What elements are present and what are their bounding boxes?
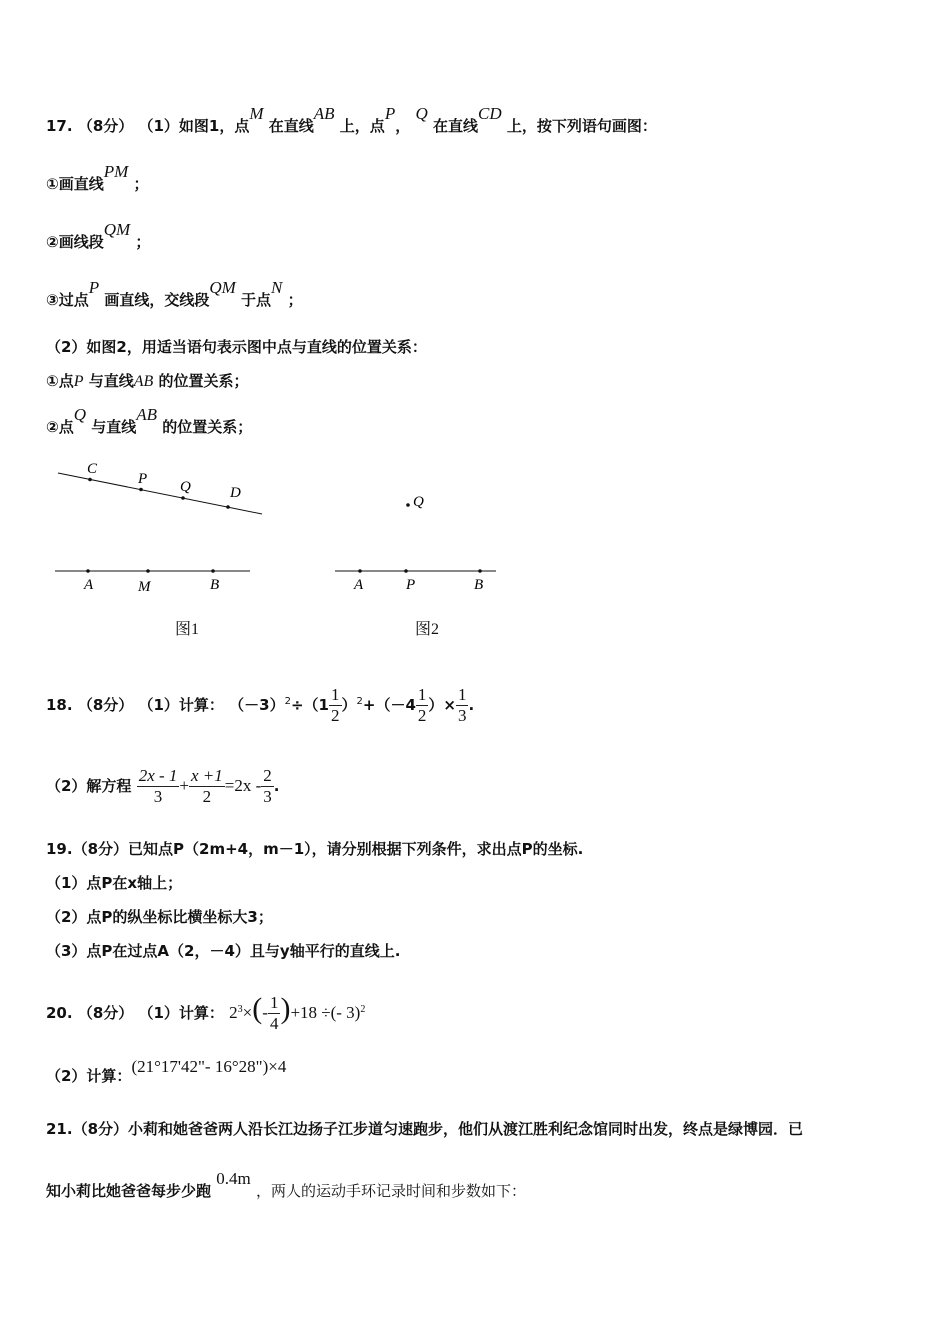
label-d: D: [230, 485, 241, 501]
q19-line: 19.（8分）已知点P（2m+4，m－1），请分别根据下列条件，求出点P的坐标.: [46, 840, 584, 858]
figure-2: [335, 494, 496, 593]
point-p: [139, 488, 143, 492]
q17-step2: ②画线段QM ；: [46, 220, 151, 251]
q19-cond2: （2）点P的纵坐标比横坐标大3；: [46, 908, 273, 926]
point-m: [146, 569, 150, 573]
point-d: [226, 505, 230, 509]
q21-line2: 知小莉比她爸爸每步少跑 0.4m ，两人的运动手环记录时间和步数如下：: [46, 1169, 526, 1200]
label-p: P: [138, 471, 148, 487]
q19-cond1: （1）点P在x轴上；: [46, 874, 183, 892]
point-c: [88, 478, 92, 482]
label-q: Q: [180, 479, 191, 495]
q17-part2: （2）如图2，用适当语句表示图中点与直线的位置关系：: [46, 338, 427, 356]
label-c: C: [87, 461, 98, 477]
q20-part1: 20. （8分） （1）计算： $2^3\times(-$ $\frac{1}{4}$ )+18 ÷(- 3)$^2$: [46, 992, 366, 1033]
label-p2: P: [406, 577, 416, 593]
label-b2: B: [474, 577, 484, 593]
label-b: B: [210, 577, 220, 593]
point-p2: [404, 569, 408, 573]
label-a: A: [84, 577, 94, 593]
label-m: M: [138, 579, 151, 595]
point-q2: [406, 503, 410, 507]
point-a2: [358, 569, 362, 573]
figure-1-caption: 图1: [175, 621, 200, 638]
q21-line1: 21.（8分）小莉和她爸爸两人沿长江边扬子江步道匀速跑步，他们从渡江胜利纪念馆同时出发，终点是绿博园．已: [46, 1120, 804, 1138]
point-b: [211, 569, 215, 573]
figure-1: [55, 461, 262, 595]
q18-part1: 18. （8分） （1）计算： $(-3)^2\div(1$ $\frac{1}{2}$ ）$^2$+（－4 $\frac{1}{2}$ ）× $\frac{1}{3}$ .: [46, 685, 475, 725]
point-b2: [478, 569, 482, 573]
q17-relation2: ②点Q 与直线AB 的位置关系；: [46, 405, 253, 436]
label-q2: Q: [413, 494, 424, 510]
q18-part2: （2）解方程 $\frac{2x - 1}{3}$ + $\frac{x +1}{2}$ =2x - $\frac{2}{3}$ .: [46, 766, 280, 806]
q17-step1: ①画直线PM ；: [46, 162, 149, 193]
label-a2: A: [354, 577, 364, 593]
point-a: [86, 569, 90, 573]
point-q: [181, 496, 185, 500]
figures-diagram: [40, 455, 520, 605]
q17-relation1: ①点P 与直线AB 的位置关系；: [46, 372, 249, 390]
q20-part2: （2）计算：(21°17'42"- 16°28")×4: [46, 1057, 287, 1085]
q17-line1: 17. （8分） （1）如图1，点M 在直线AB 上，点P， Q 在直线CD 上，按下列语句画图：: [46, 104, 657, 135]
q17-step3: ③过点P 画直线，交线段QM 于点N ；: [46, 278, 303, 309]
figure-2-caption: 图2: [415, 621, 440, 638]
q19-cond3: （3）点P在过点A（2，－4）且与y轴平行的直线上.: [46, 942, 401, 960]
